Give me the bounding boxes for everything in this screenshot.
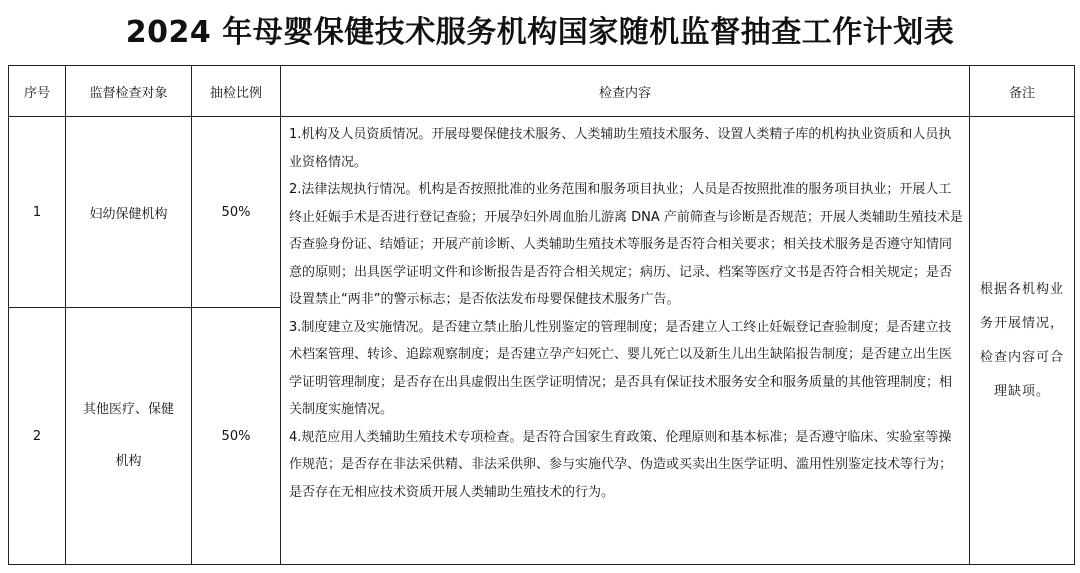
row-seq: 1 — [9, 117, 66, 308]
row-target-line: 机构 — [115, 454, 142, 469]
content-item: 1.机构及人员资质情况。开展母婴保健技术服务、人类辅助生殖技术服务、设置人类精子库的机构执业资质和人员执业资格情况。 — [289, 127, 952, 170]
row-target — [66, 308, 192, 565]
row-target-line: 其他医疗、保健 — [82, 402, 174, 417]
table-header-row — [9, 66, 1075, 117]
row-target: 妇幼保健机构 — [66, 117, 192, 308]
row-seq: 2 — [9, 308, 66, 565]
content-item: 3.制度建立及实施情况。是否建立禁止胎儿性别鉴定的管理制度；是否建立人工终止妊娠登记查验制度；是否建立技术档案管理、转诊、追踪观察制度；是否建立孕产妇死亡、婴儿死亡以及新生儿出生缺陷报告制度；是否建立出生医学证明管理制度；是否存在出具虚假出生医学证明情况；是否具有保证技术服务安全和服务质量的其他管理制度；相关制度实施情况。 — [289, 319, 953, 417]
page-title: 2024 年母婴保健技术服务机构国家随机监督抽查工作计划表 — [125, 15, 955, 50]
remark-cell: 根据各机构业务开展情况，检查内容可合理缺项。 — [970, 117, 1075, 565]
header-seq: 序号 — [9, 66, 66, 117]
content-item: 2.法律法规执行情况。机构是否按照批准的业务范围和服务项目执业；人员是否按照批准的服务项目执业；开展人工终止妊娠手术是否进行登记查验；开展孕妇外周血胎儿游离 DNA 产前筛查与诊断是否规范；开展人类辅助生殖技术是否查验身份证、结婚证；开展产前诊断、人类辅助生殖技术等服务是否符合相关要求；相关技术服务是否遵守知情同意的原则；出具医学证明文件和诊断报告是否符合相关规定；病历、记录、档案等医疗文书是否符合相关规定；是否设置禁止“两非”的警示标志；是否依法发布母婴保健技术服务广告。 — [289, 182, 963, 307]
inspection-content-cell — [281, 117, 970, 565]
row-ratio: 50% — [192, 308, 281, 565]
header-content: 检查内容 — [281, 66, 970, 117]
header-target: 监督检查对象 — [66, 66, 192, 117]
table-row — [9, 117, 1075, 308]
header-remark: 备注 — [970, 66, 1075, 117]
content-item: 4.规范应用人类辅助生殖技术专项检查。是否符合国家生育政策、伦理原则和基本标准；是否遵守临床、实验室等操作规范；是否存在非法采供精、非法采供卵、参与实施代孕、伪造或买卖出生医学证明、滥用性别鉴定技术等行为；是否存在无相应技术资质开展人类辅助生殖技术的行为。 — [289, 429, 953, 500]
inspection-plan-table — [8, 65, 1075, 565]
row-ratio: 50% — [192, 117, 281, 308]
header-ratio: 抽检比例 — [192, 66, 281, 117]
